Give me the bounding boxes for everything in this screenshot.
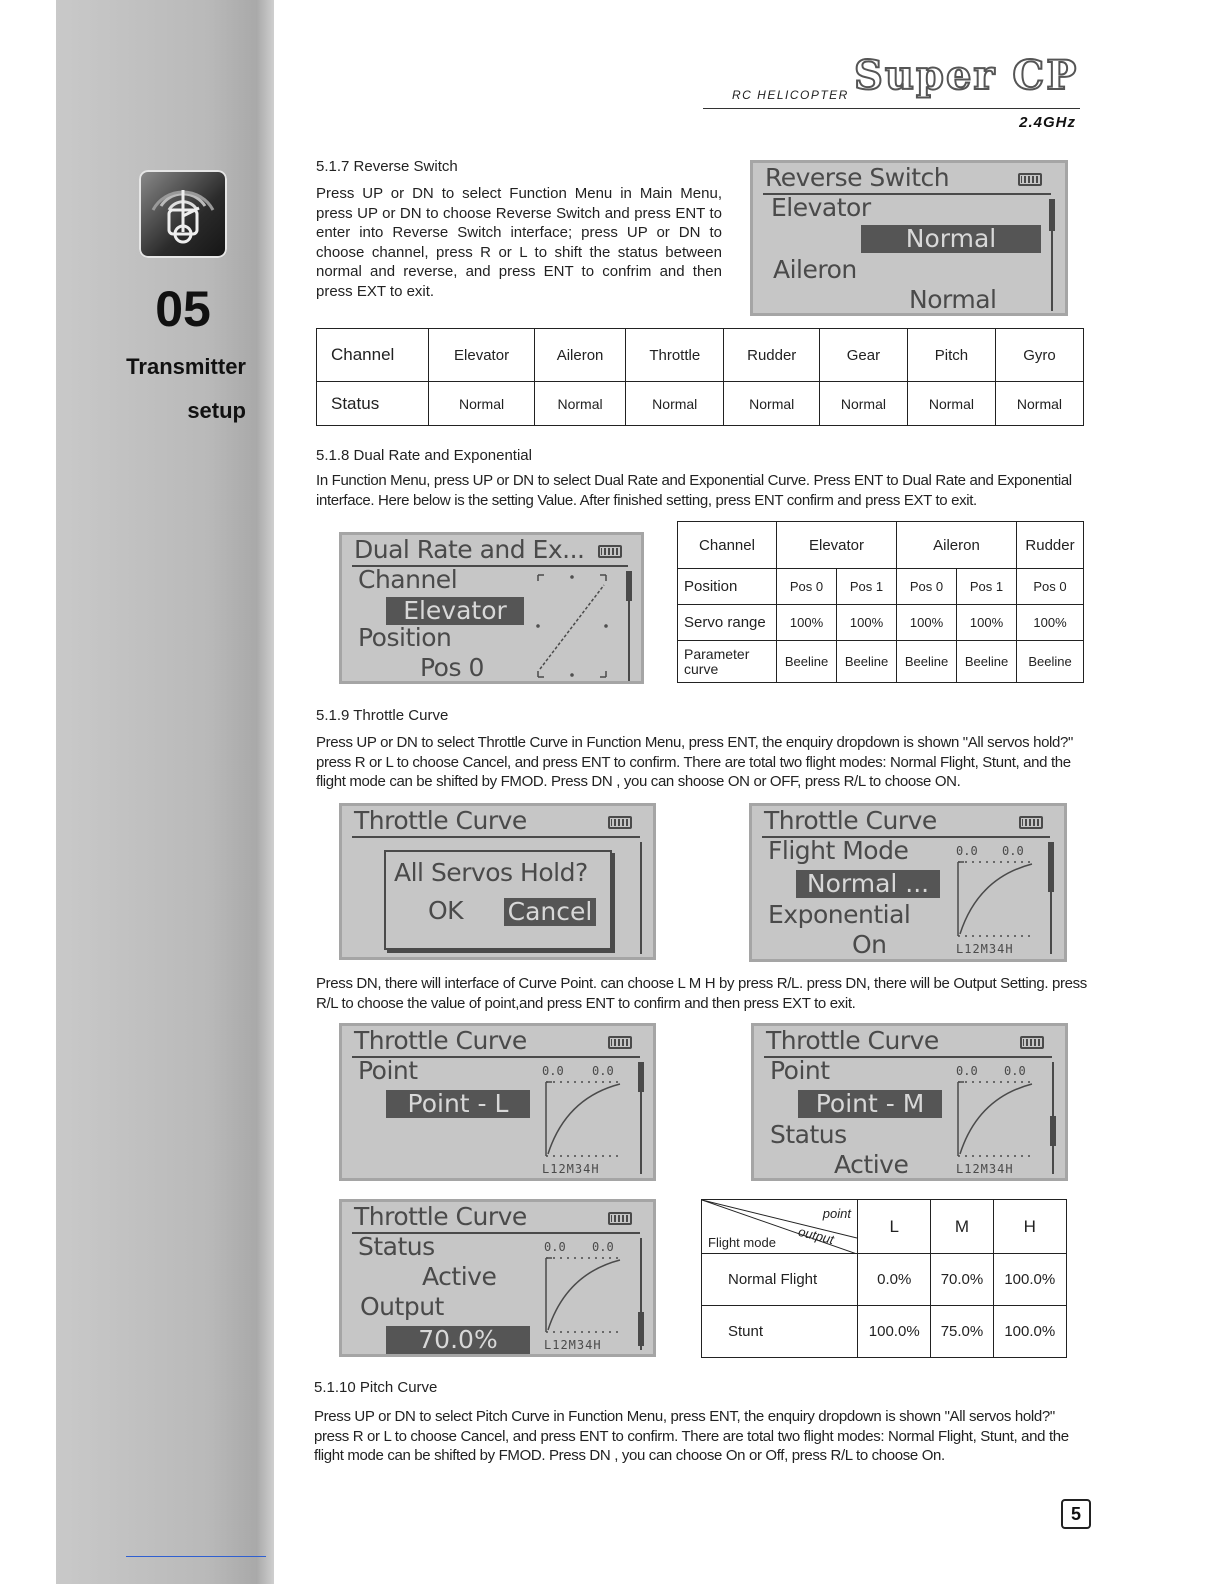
ok-option[interactable]: OK [428, 896, 464, 925]
status-cell: Normal [724, 382, 819, 426]
scrollbar-thumb [1049, 199, 1055, 231]
channel-cell: Gear [819, 329, 907, 382]
lcd-title: Throttle Curve [354, 806, 527, 835]
scrollbar [640, 842, 642, 954]
lcd-servos-hold [339, 803, 656, 960]
battery-icon [608, 816, 632, 829]
channel-cell: Pitch [907, 329, 995, 382]
battery-icon [608, 1212, 632, 1225]
lcd-title: Throttle Curve [354, 1202, 527, 1231]
row-header-channel: Channel [317, 329, 429, 382]
remote-control-icon [139, 170, 227, 258]
brand-logo: Super CP [854, 52, 1079, 99]
table-cell: Beeline [1017, 641, 1084, 683]
lcd-point-l [339, 1023, 656, 1181]
row-label: Servo range [678, 605, 777, 641]
graph-readout-right: 0.0 [1004, 1064, 1026, 1078]
header-subtitle: RC HELICOPTER [732, 88, 849, 102]
graph-readout-right: 0.0 [592, 1064, 614, 1078]
status-cell: Normal [535, 382, 626, 426]
table-cell: 100.0% [993, 1306, 1066, 1358]
footer-link-line [126, 1556, 266, 1557]
graph-axis-labels: L12M34H [956, 1162, 1014, 1176]
battery-icon [1019, 816, 1043, 829]
table-cell: 70.0% [931, 1254, 993, 1306]
curve-graph [542, 1078, 626, 1158]
channel-cell: Elevator [429, 329, 535, 382]
row-label: Position [678, 569, 777, 605]
graph-axis-labels: L12M34H [544, 1338, 602, 1352]
header-cell: Rudder [1017, 522, 1084, 569]
battery-icon [1018, 173, 1042, 186]
confirm-dialog [384, 850, 612, 950]
lcd-highlight: Point - M [798, 1090, 942, 1118]
reverse-switch-text: Press UP or DN to select Function Menu in Main Menu, press UP or DN to choose Reverse Switch and press ENT to enter into Reverse Switch interface; press UP or DN to choose channel, press R or L to shift the status between normal and reverse, and press ENT to confrim and then press EXT to exit. [316, 185, 722, 300]
lcd-line-3: Exponential [768, 900, 911, 929]
table-corner-cell [702, 1200, 858, 1254]
table-cell: Pos 0 [897, 569, 957, 605]
header-cell: Channel [678, 522, 777, 569]
header-frequency: 2.4GHz [1019, 114, 1076, 131]
graph-readout-left: 0.0 [542, 1064, 564, 1078]
corner-label-point: point [822, 1206, 851, 1221]
lcd-title: Throttle Curve [764, 806, 937, 835]
graph-axis-labels: L12M34H [956, 942, 1014, 956]
lcd-point-m [751, 1023, 1068, 1181]
table-cell: 100% [777, 605, 837, 641]
status-cell: Normal [907, 382, 995, 426]
lcd-line-3: Position [358, 623, 452, 652]
lcd-line-3: Aileron [773, 255, 857, 284]
dual-rate-text: In Function Menu, press UP or DN to select Dual Rate and Exponential Curve. Press ENT to Dual Rate and Exponential interface. Here below is the setting Value. After finished setting, press ENT confirm and press EXT to exit. [316, 472, 1072, 509]
table-cell: Pos 1 [957, 569, 1017, 605]
table-cell: 75.0% [931, 1306, 993, 1358]
lcd-title: Dual Rate and Ex... [354, 535, 585, 564]
row-label: Normal Flight [702, 1254, 858, 1306]
curve-graph [532, 571, 622, 681]
lcd-line-3: Output [360, 1292, 444, 1321]
curve-graph [542, 1254, 626, 1334]
section-heading-dual-rate: 5.1.8 Dual Rate and Exponential [316, 447, 532, 464]
status-cell: Normal [995, 382, 1083, 426]
table-cell: 100.0% [858, 1306, 931, 1358]
graph-readout-right: 0.0 [1002, 844, 1024, 858]
lcd-line-1: Point [770, 1056, 830, 1085]
reverse-switch-table [316, 328, 1084, 426]
battery-icon [598, 545, 622, 558]
scrollbar-thumb [1048, 842, 1054, 892]
graph-readout-right: 0.0 [592, 1240, 614, 1254]
lcd-line-4: On [852, 930, 887, 959]
status-cell: Normal [819, 382, 907, 426]
table-cell: Beeline [897, 641, 957, 683]
row-label: Stunt [702, 1306, 858, 1358]
throttle-curve-text: Press UP or DN to select Throttle Curve in Function Menu, press ENT, the enquiry dropdown is shown "All servos hold?" press R or L to choose Cancel, and press ENT to confirm. There are total two flight modes: Normal Flight, Stunt, and the flight mode can be shifted by FMOD. Press DN , you can shoose ON or OFF, press R/L to choose ON. [316, 734, 1074, 790]
lcd-line-1: Flight Mode [768, 836, 909, 865]
throttle-curve-text-2: Press DN, there will interface of Curve Point. can choose L M H by press R/L. press DN, there will be Output Setting. press R/L to choose the value of point,and press ENT to confirm and then press EXT to exit. [316, 975, 1087, 1012]
lcd-line-1: Channel [358, 565, 458, 594]
lcd-title: Throttle Curve [354, 1026, 527, 1055]
channel-cell: Gyro [995, 329, 1083, 382]
header-divider [703, 108, 1080, 109]
scrollbar-thumb [626, 571, 632, 601]
corner-label-flight-mode: Flight mode [708, 1235, 776, 1250]
table-cell: Beeline [777, 641, 837, 683]
lcd-line-1: Point [358, 1056, 418, 1085]
section-heading-throttle-curve: 5.1.9 Throttle Curve [316, 707, 449, 724]
lcd-line-4: Active [834, 1150, 909, 1179]
channel-cell: Aileron [535, 329, 626, 382]
table-cell: Pos 0 [1017, 569, 1084, 605]
section-heading-reverse-switch: 5.1.7 Reverse Switch [316, 158, 458, 175]
graph-readout-left: 0.0 [956, 844, 978, 858]
row-label: Parameter curve [678, 641, 777, 683]
throttle-curve-table [701, 1199, 1067, 1358]
lcd-divider [352, 836, 640, 838]
status-cell: Normal [429, 382, 535, 426]
lcd-dual-rate [339, 532, 644, 684]
corner-label-output: output [796, 1223, 836, 1248]
header-cell: Elevator [777, 522, 897, 569]
lcd-highlight: Elevator [386, 597, 524, 625]
lcd-flight-mode [749, 803, 1067, 962]
column-header: H [993, 1200, 1066, 1254]
battery-icon [608, 1036, 632, 1049]
lcd-title: Reverse Switch [765, 163, 950, 192]
battery-icon [1020, 1036, 1044, 1049]
lcd-reverse-switch [750, 160, 1068, 316]
table-cell: Beeline [837, 641, 897, 683]
column-header: L [858, 1200, 931, 1254]
table-cell: Pos 0 [777, 569, 837, 605]
chapter-title-line2: setup [187, 398, 246, 423]
cancel-option[interactable]: Cancel [504, 898, 596, 926]
graph-readout-left: 0.0 [544, 1240, 566, 1254]
lcd-line-2: Active [422, 1262, 497, 1291]
pitch-curve-text: Press UP or DN to select Pitch Curve in Function Menu, press ENT, the enquiry dropdown is shown "All servos hold?" press R or L to choose Cancel, and press ENT to confirm. There are total two flight modes: Normal Flight, Stunt, and the flight mode can be shifted by FMOD. Press DN , you can choose On or Off, press R/L to choose On. [314, 1408, 1069, 1464]
row-header-status: Status [317, 382, 429, 426]
graph-readout-left: 0.0 [956, 1064, 978, 1078]
lcd-title: Throttle Curve [766, 1026, 939, 1055]
chapter-title: Transmitter [126, 354, 246, 379]
table-cell: 100% [837, 605, 897, 641]
section-heading-pitch-curve: 5.1.10 Pitch Curve [314, 1379, 438, 1396]
scrollbar-thumb [638, 1312, 644, 1346]
table-cell: Beeline [957, 641, 1017, 683]
lcd-highlight: Normal ... [796, 870, 940, 898]
lcd-highlight: 70.0% [386, 1326, 530, 1354]
graph-axis-labels: L12M34H [542, 1162, 600, 1176]
lcd-highlight: Point - L [386, 1090, 530, 1118]
lcd-highlight: Normal [861, 225, 1041, 253]
table-cell: 100% [1017, 605, 1084, 641]
page-number: 5 [1061, 1499, 1091, 1529]
table-cell: 0.0% [858, 1254, 931, 1306]
column-header: M [931, 1200, 993, 1254]
scrollbar-thumb [1050, 1116, 1056, 1146]
scrollbar-thumb [638, 1062, 644, 1092]
lcd-output [339, 1199, 656, 1357]
table-cell: 100.0% [993, 1254, 1066, 1306]
lcd-line-4: Normal [909, 285, 997, 314]
status-cell: Normal [626, 382, 724, 426]
lcd-line-1: Status [358, 1232, 435, 1261]
lcd-line-4: Pos 0 [420, 653, 484, 682]
channel-cell: Rudder [724, 329, 819, 382]
table-cell: 100% [897, 605, 957, 641]
channel-cell: Throttle [626, 329, 724, 382]
lcd-line-3: Status [770, 1120, 847, 1149]
header-cell: Aileron [897, 522, 1017, 569]
curve-graph [954, 1078, 1038, 1158]
chapter-number: 05 [155, 281, 211, 337]
table-cell: 100% [957, 605, 1017, 641]
lcd-line-1: Elevator [771, 193, 871, 222]
curve-graph [954, 858, 1038, 938]
table-cell: Pos 1 [837, 569, 897, 605]
dual-rate-table [677, 521, 1084, 683]
dialog-question: All Servos Hold? [394, 858, 588, 887]
